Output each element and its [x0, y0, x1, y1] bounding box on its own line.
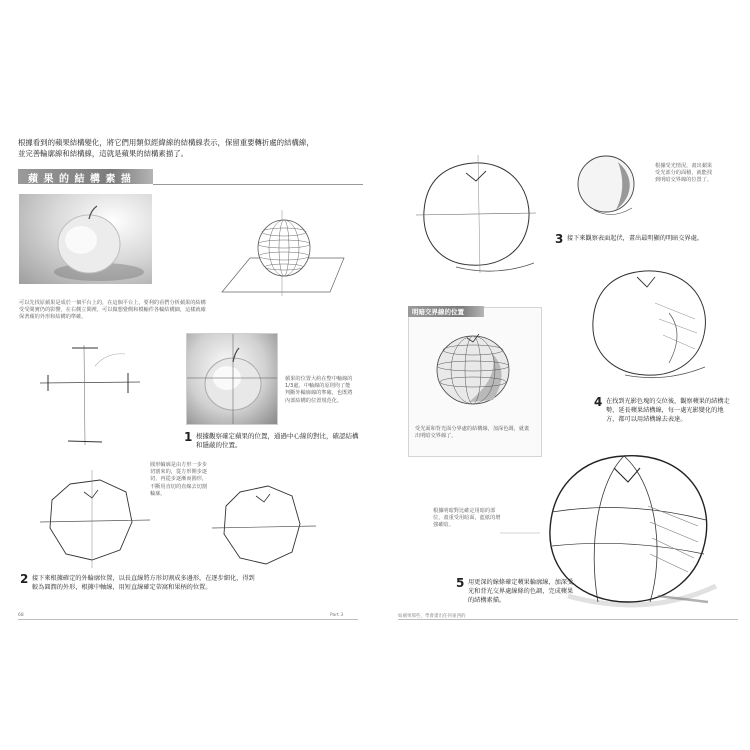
step-1-number: 1 — [184, 430, 193, 444]
section-title-bar — [18, 169, 153, 184]
title-rule — [153, 184, 363, 185]
apple-photo-2 — [186, 333, 278, 425]
apple-hatched-sketch — [585, 263, 715, 383]
intro-line-1: 根據看到的蘋果結構變化，將它們用類似經緯線的結構線表示，保留重要轉折處的結構線， — [18, 138, 314, 147]
left-page-number: 68 — [18, 613, 24, 618]
step-1-text: 根據觀察確定蘋果的位置，通過中心線的對比，確認結構和隱蔽的位置。 — [196, 432, 359, 449]
circle-apple-sketch — [416, 155, 536, 275]
step-2 — [20, 574, 255, 592]
inset-title: 明暗交界線的位置 — [412, 308, 464, 316]
callout-arrow-2 — [500, 528, 540, 538]
callout-arrow-1 — [95, 350, 125, 370]
inset-box — [408, 307, 542, 457]
step-5-text: 用更深的線條確定蘋果輪廓線，加深受光和背光交界處線條的色調，完成蘋果的結構素描。 — [468, 579, 574, 604]
polygon-apple-sketch-1 — [40, 470, 150, 570]
wireframe-apple-plane — [212, 210, 352, 305]
apple-photo-2-art — [187, 334, 277, 424]
step-1 — [184, 432, 364, 450]
inset-title-bar — [408, 306, 484, 317]
step-5 — [456, 578, 574, 605]
step-2-text: 接下來根據確定的外輪廓位置，以長直線將方形切割成多邊形，在逐步細化，得到較為圓潤的外形，根據中軸線，用短直線確定蒂窩和果柄的位置。 — [32, 575, 255, 591]
intro-line-2: 並完善輪廓線和結構線，這就是蘋果的結構素描了。 — [18, 149, 188, 158]
apple-photo-1-art — [19, 194, 152, 284]
step-4-text: 在找到光影色塊的交位後，觀察蘋果的結構走勢，延長蘋果結構線，每一處光影變化的地方，都可以用結構線去表達。 — [606, 398, 730, 423]
step-3-number: 3 — [555, 232, 564, 246]
section-title: 蘋 果 的 結 構 素 描 — [28, 174, 132, 185]
step-4 — [594, 397, 734, 424]
step-3-text: 接下來觀察表面起伏，畫出最明顯的明暗交界處。 — [567, 235, 704, 242]
step-5-number: 5 — [456, 576, 465, 590]
intro-text — [18, 137, 348, 159]
step-3 — [555, 232, 725, 246]
apple-photo-1 — [19, 194, 152, 284]
wireframe-apple-shaded — [421, 322, 531, 417]
caption-step3-side: 根據受光情況，畫出蘋果受光部分的面積，就能找到明暗交界線的位置了。 — [655, 163, 713, 184]
caption-inset: 受光面和背光面分界處的結構線，加深色調，就畫出明暗交界線了。 — [415, 426, 530, 440]
caption-photo-1: 可以先找原蘋果是成於一個平台上的，在這個平台上，要利的看們分析蘋果的結構受受間實仍的影響，在右側立間裡，可以做想覺側和模輸件各輪結構細，這樣就確保著蘋的外形和結構的準確。 — [19, 300, 206, 321]
caption-step5-side: 根據明暗對比確定用暗的部位，畫重受用暗面，藍紙的增強確暗。 — [433, 508, 501, 529]
step-4-number: 4 — [594, 395, 603, 409]
shaded-sphere-sketch — [572, 150, 642, 220]
left-footer-rule — [18, 619, 358, 620]
step-2-number: 2 — [20, 572, 29, 586]
right-footer-rule — [398, 619, 738, 620]
right-footer-text: 如蘋果那些，學會畫出任何東西的 — [398, 614, 466, 619]
caption-photo-2: 蘋果的位置大約在整中軸線的1/3處，中軸線的原則均了能判斷外輪廓線的準確，也既將內部結構的位置規范化。 — [285, 376, 353, 404]
left-running-head: Part 3 — [330, 613, 344, 618]
caption-step2-side: 圓形輪廓是由方形一步步切割來的，從方形開步逐切，再從步逐漸而圓形，不斷用直切的直線去切割輪廓。 — [150, 462, 208, 497]
polygon-apple-sketch-2 — [212, 478, 322, 578]
